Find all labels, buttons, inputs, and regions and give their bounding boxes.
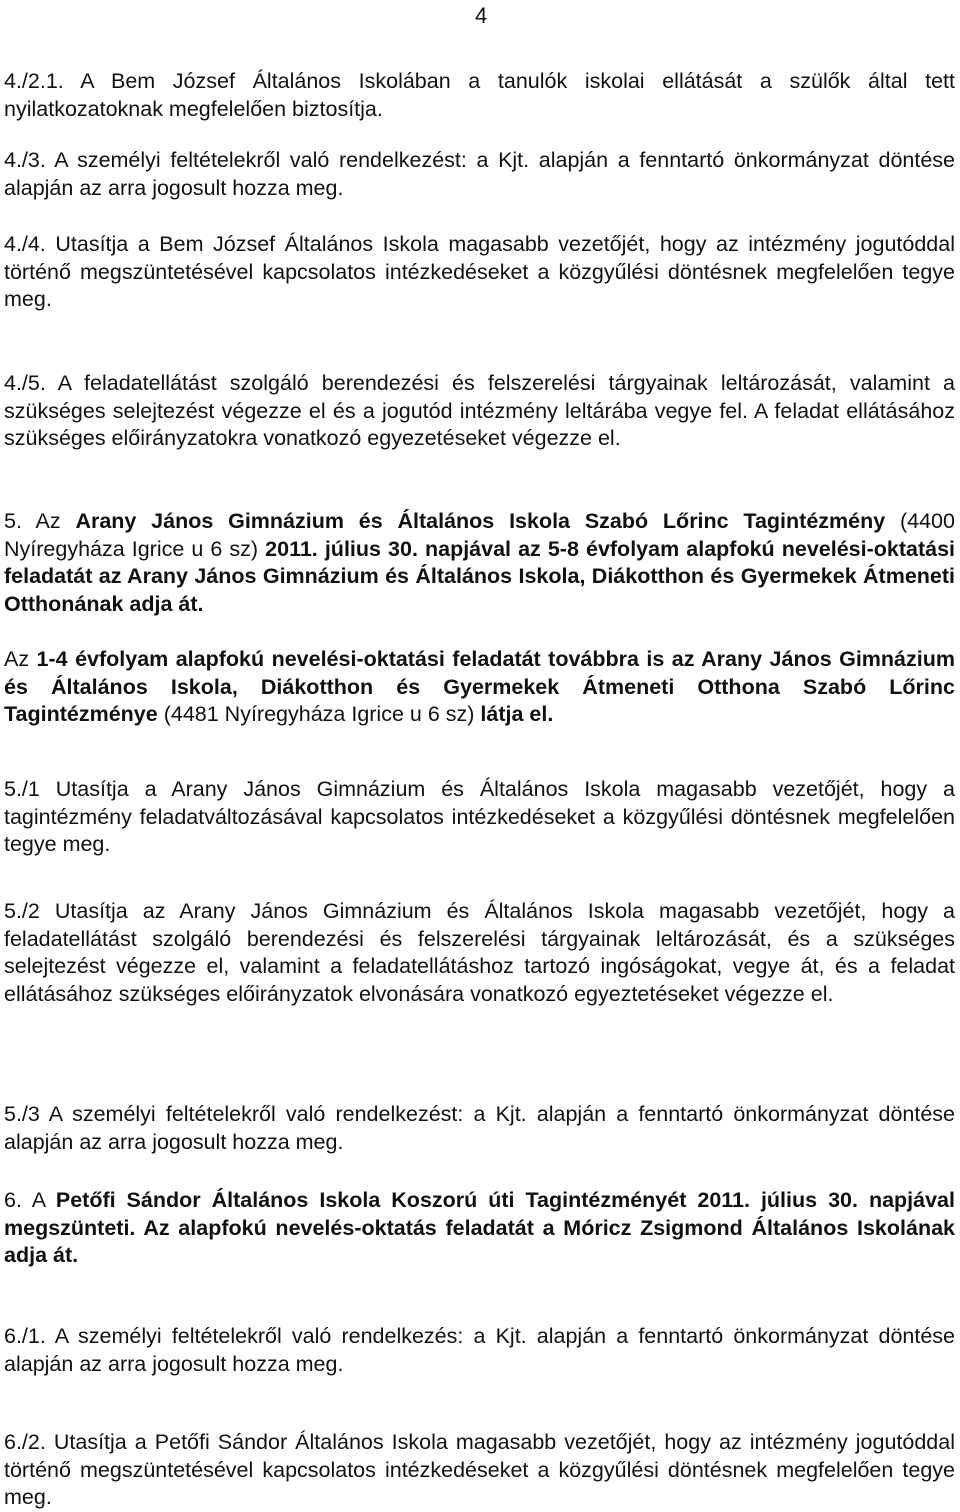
text-run: 4./5. A feladatellátást szolgáló berendezési és felszerelési tárgyainak leltározását, valamint a szükséges selejtezést végezze el és a jogutód intézmény leltárába vegye fel. A feladat ellátásához szükséges előirányzatokra vonatkozó egyezetéseket végezze el. bbox=[4, 371, 955, 451]
text-run: 5./3 A személyi feltételekről való rendelkezést: a Kjt. alapján a fenntartó önkormányzat döntése alapján az arra jogosult hozza meg. bbox=[4, 1102, 955, 1154]
paragraph bbox=[4, 646, 955, 729]
bold-text: 2011. július 30. napjával az 5-8 évfolyam alapfokú nevelési-oktatási feladatát az Arany János Gimnázium és Általános Iskola, Diákotthon és Gyermekek Átmeneti Otthonának adja át. bbox=[4, 536, 956, 616]
paragraph bbox=[4, 898, 955, 1008]
paragraph bbox=[4, 776, 955, 859]
paragraph bbox=[4, 147, 955, 202]
paragraph bbox=[4, 231, 955, 314]
text-run: 5./1 Utasítja a Arany János Gimnázium és Általános Iskola magasabb vezetőjét, hogy a tagintézmény feladatváltozásával kapcsolatos intézkedéseket a közgyűlési döntésnek megfelelően tegye meg. bbox=[4, 777, 955, 857]
paragraph bbox=[4, 1187, 955, 1270]
bold-text: 1-4 évfolyam alapfokú nevelési-oktatási feladatát továbbra is az Arany János Gimnázium és Általános Iskola, Diákotthon és Gyermekek Átmeneti Otthona Szabó Lőrinc Tagintézménye bbox=[4, 647, 955, 727]
bold-text: Arany János Gimnázium és Általános Iskola Szabó Lőrinc Tagintézmény bbox=[75, 509, 886, 533]
text-run: 6./1. A személyi feltételekről való rendelkezés: a Kjt. alapján a fenntartó önkormányzat döntése alapján az arra jogosult hozza meg. bbox=[4, 1324, 955, 1376]
paragraph bbox=[4, 1101, 955, 1156]
text-run: 4./3. A személyi feltételekről való rendelkezést: a Kjt. alapján a fenntartó önkormányzat döntése alapján az arra jogosult hozza meg. bbox=[4, 148, 955, 200]
paragraph bbox=[4, 68, 955, 123]
page-number: 4 bbox=[475, 3, 488, 28]
text-run: 6./2. Utasítja a Petőfi Sándor Általános Iskola magasabb vezetőjét, hogy az intézmény jogutóddal történő megszüntetésével kapcsolatos intézkedéseket a közgyűlési döntésnek megfelelően tegye meg. bbox=[4, 1430, 955, 1510]
text-run: (4400 Nyíregyháza Igrice u 6 sz) bbox=[4, 509, 955, 561]
bold-text: látja el. bbox=[480, 702, 554, 727]
text-run: (4481 Nyíregyháza Igrice u 6 sz) bbox=[157, 702, 481, 727]
text-run: 4./2.1. A Bem József Általános Iskolában a tanulók iskolai ellátását a szülők által tett nyilatkozatoknak megfelelően biztosítja. bbox=[4, 69, 955, 121]
text-run: Az bbox=[4, 647, 37, 671]
text-run: 4./4. Utasítja a Bem József Általános Iskola magasabb vezetőjét, hogy az intézmény jogutóddal történő megszüntetésével kapcsolatos intézkedéseket a közgyűlési döntésnek megfelelően tegye meg. bbox=[4, 232, 955, 312]
bold-text: Petőfi Sándor Általános Iskola Koszorú úti Tagintézményét 2011. július 30. napjával megszünteti. Az alapfokú nevelés-oktatás feladatát a Móricz Zsigmond Általános Iskolának adja át. bbox=[4, 1188, 955, 1268]
paragraph bbox=[4, 1323, 955, 1378]
paragraph bbox=[4, 370, 955, 453]
paragraph bbox=[4, 508, 955, 618]
text-run: 5./2 Utasítja az Arany János Gimnázium és Általános Iskola magasabb vezetőjét, hogy a feladatellátást szolgáló berendezési és felszerelési tárgyainak leltározását, és a szükséges selejtezést végezze el, valamint a feladatellátáshoz tartozó ingóságokat, vegye át, és a feladat ellátásához szükséges előirányzatok elvonására vonatkozó egyeztetéseket végezze el. bbox=[4, 899, 955, 1006]
text-run: 5. Az bbox=[4, 509, 76, 533]
paragraph bbox=[4, 1429, 955, 1512]
text-run: 6. A bbox=[4, 1188, 56, 1212]
